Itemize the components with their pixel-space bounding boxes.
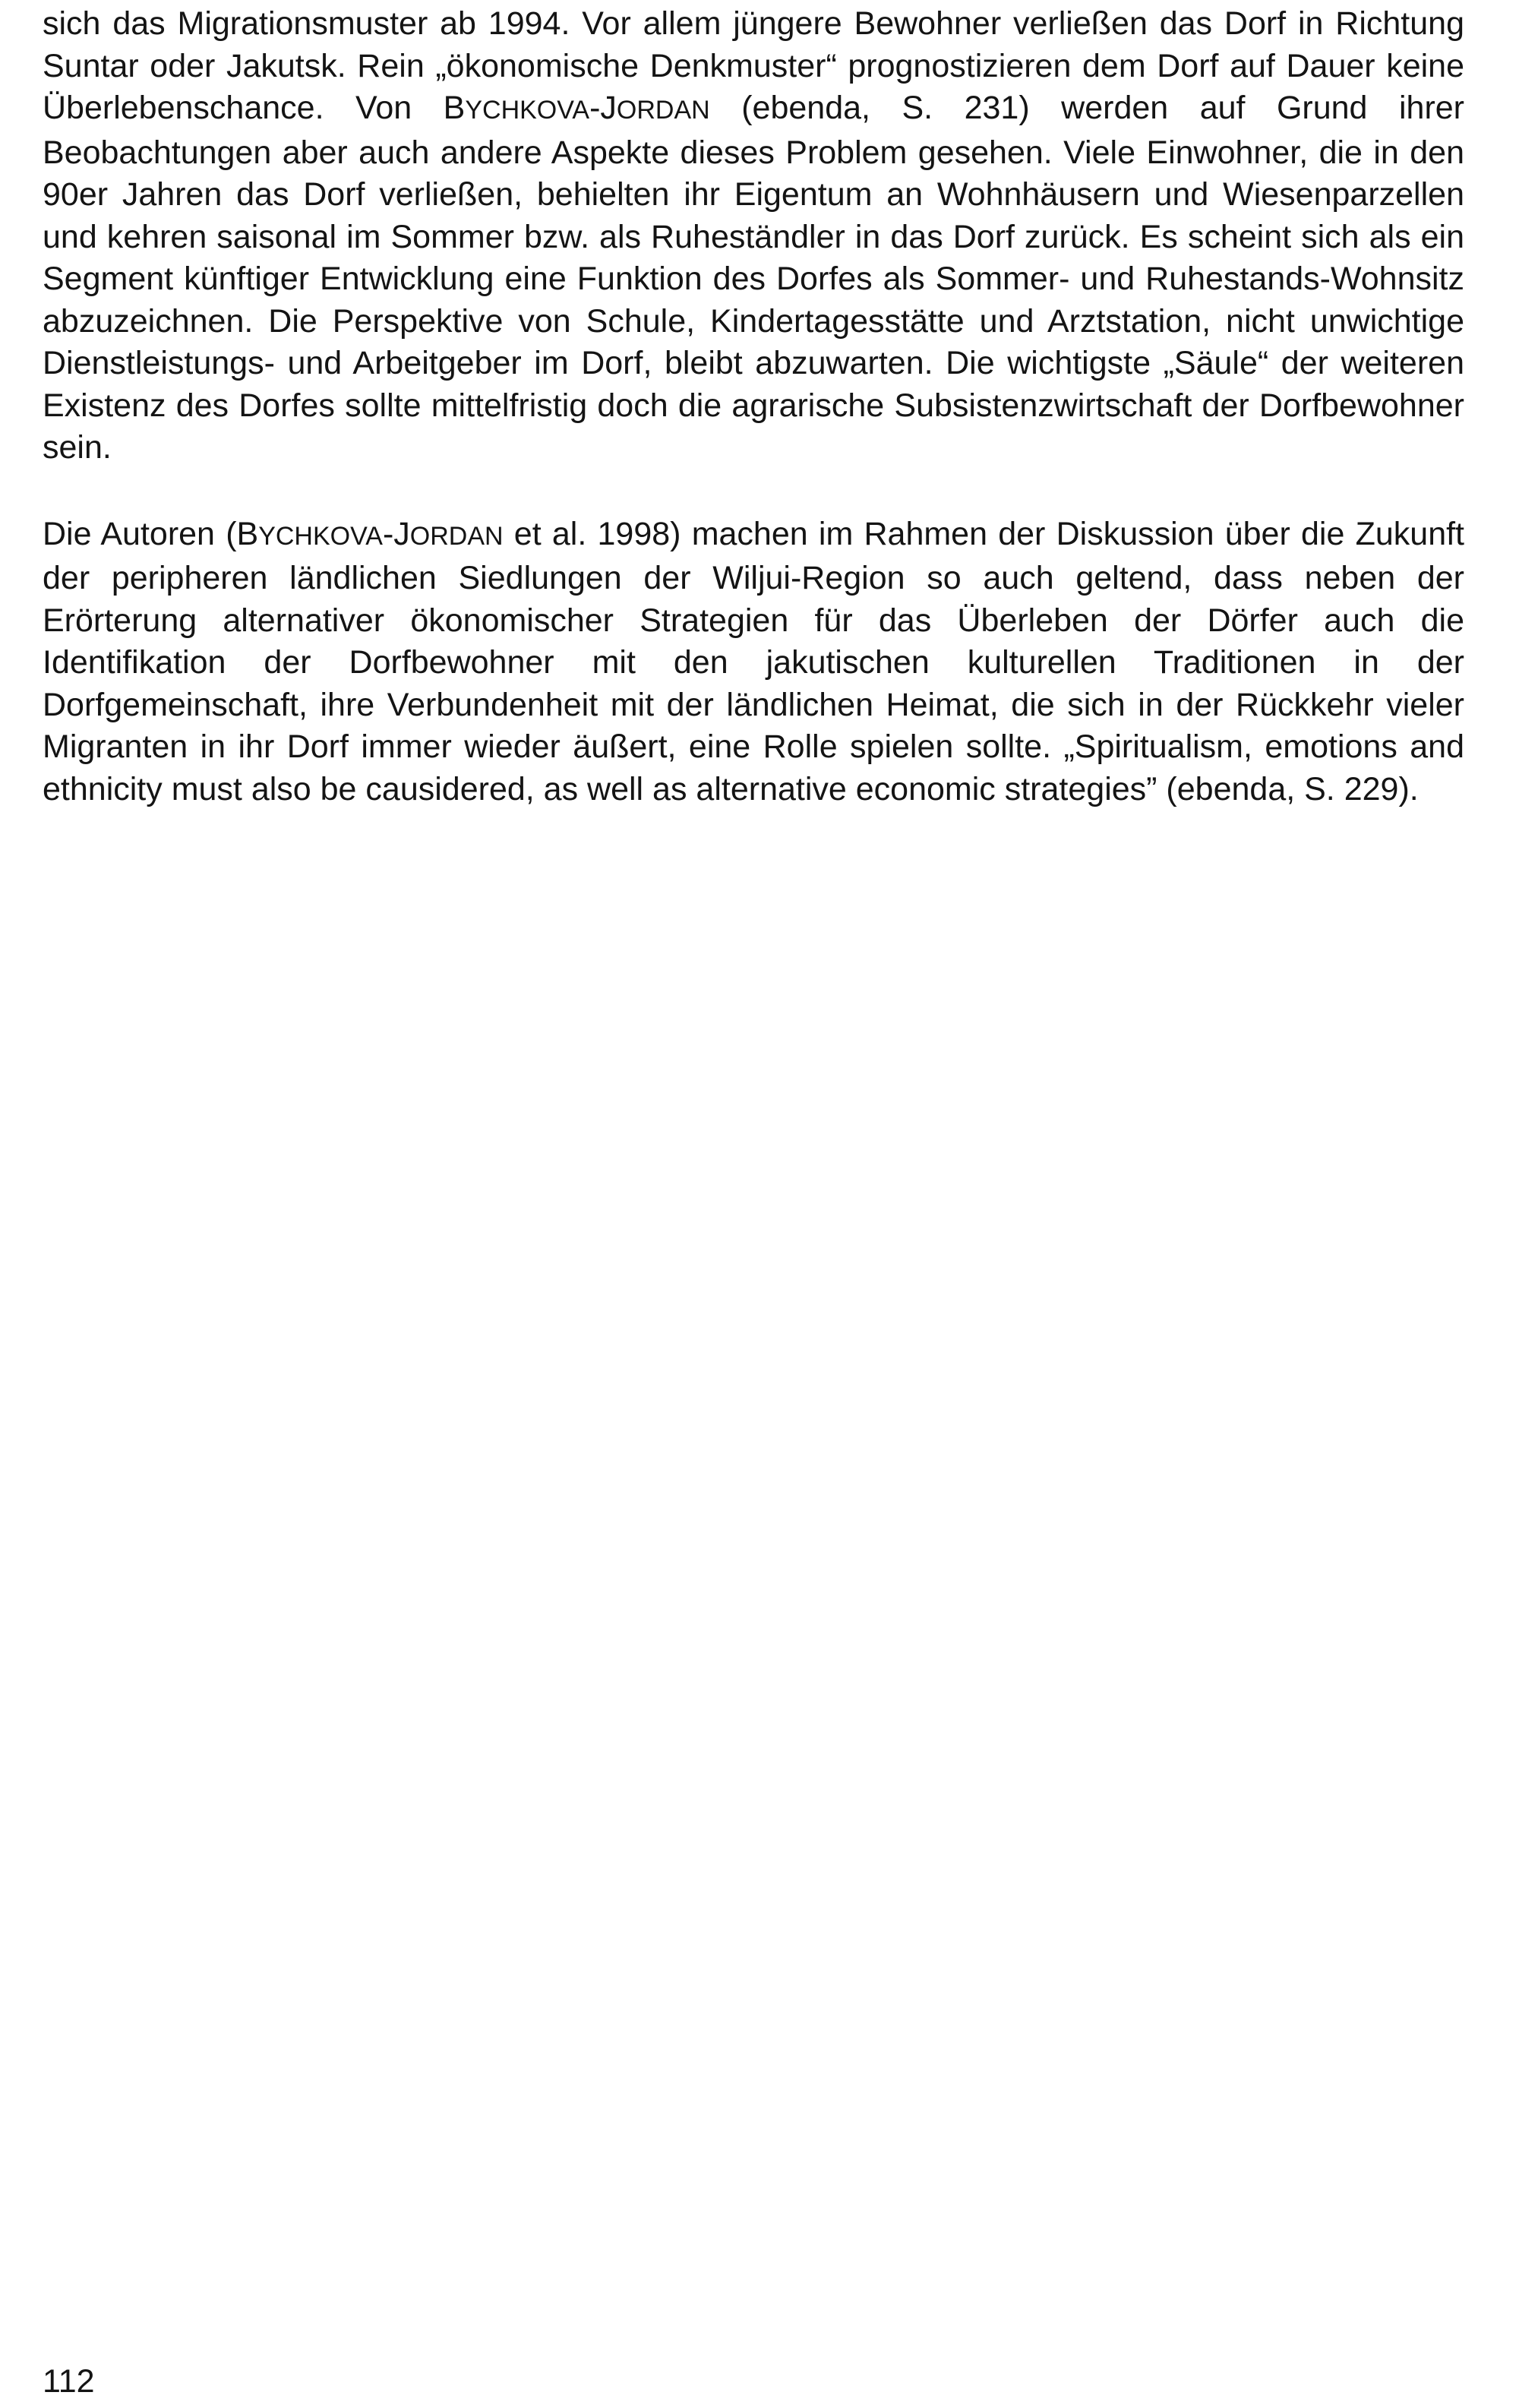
author-name-smallcaps: YCHKOVA [258, 521, 383, 551]
paragraph-1 [43, 3, 1464, 469]
page-number: 112 [43, 2363, 95, 2400]
text-segment: et al. 1998) machen im Rahmen der Diskussion über die Zukunft der peripheren ländlichen Siedlungen der Wiljui-Region so auch geltend, dass neben der Erörterung alternativer ökonomischer Strategien für das Überleben der Dörfer auch die Identifikation der Dorfbewohner mit den jakutischen kulturellen Traditionen in der Dorfgemeinschaft, ihre Verbundenheit mit der ländlichen Heimat, die sich in der Rückkehr vieler Migranten in ihr Dorf immer wieder äußert, eine Rolle spielen sollte. „Spiritualism, emotions and ethnicity must also be causidered, as well as alternative economic strategies” (ebenda, S. 229). [43, 515, 1465, 807]
body-text [43, 3, 1464, 811]
author-name-smallcaps: ORDAN [616, 96, 710, 125]
author-name-smallcaps: ORDAN [409, 521, 504, 551]
text-segment: sich das Migrationsmuster ab 1994. Vor allem jüngere Bewohner verließen das Dorf in Richtung Suntar oder Jakutsk. Rein „ökonomische Denkmuster“ prognostizieren dem Dorf auf Dauer keine Überlebenschance. Von B [43, 5, 1464, 126]
text-segment: (ebenda, S. 231) werden auf Grund ihrer Beobachtungen aber auch andere Aspekte dieses Problem gesehen. Viele Einwohner, die in den 90er Jahren das Dorf verließen, behielten ihr Eigentum an Wohnhäusern und Wiesenparzellen und kehren saisonal im Sommer bzw. als Ruheständler in das Dorf zurück. Es scheint sich als ein Segment künftiger Entwicklung eine Funktion des Dorfes als Sommer- und Ruhestands-Wohnsitz abzuzeichnen. Die Perspektive von Schule, Kindertagesstätte und Arztstation, nicht unwichtige Dienstleistungs- und Arbeitgeber im Dorf, bleibt abzuwarten. Die wichtigste „Säule“ der weiteren Existenz des Dorfes sollte mittelfristig doch die agrarische Subsistenzwirtschaft der Dorfbewohner sein. [43, 90, 1464, 466]
text-segment: -J [589, 90, 617, 126]
paragraph-2 [43, 514, 1464, 811]
text-segment: -J [382, 515, 410, 552]
author-name-smallcaps: YCHKOVA [465, 96, 590, 125]
text-segment: Die Autoren (B [43, 515, 259, 552]
